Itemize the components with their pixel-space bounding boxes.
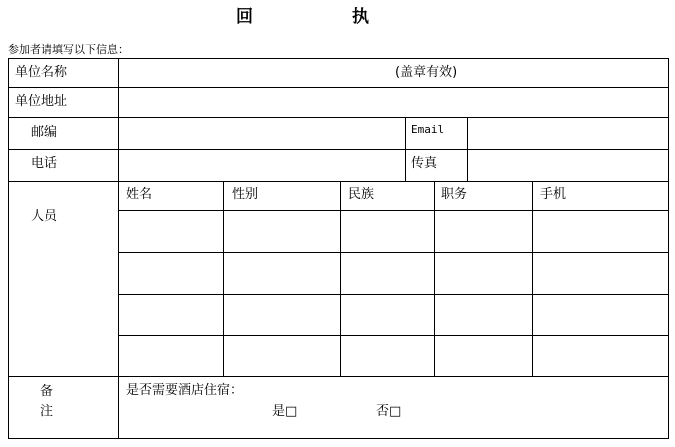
- instruction-text: 参加者请填写以下信息：: [8, 43, 129, 56]
- grid-line: [532, 181, 533, 376]
- grid-line: [118, 294, 669, 295]
- unit-name-field[interactable]: [119, 59, 668, 87]
- hotel-option-no[interactable]: 否□: [376, 404, 402, 419]
- grid-line: [8, 376, 669, 377]
- remarks-label-top: 备: [40, 384, 54, 399]
- grid-line: [340, 181, 341, 376]
- postcode-label: 邮编: [31, 125, 58, 140]
- column-header-gender: 性别: [232, 187, 259, 202]
- hotel-question: 是否需要酒店住宿：: [126, 383, 244, 398]
- seal-valid-note: (盖章有效): [395, 65, 458, 80]
- grid-line: [405, 117, 406, 181]
- grid-line: [434, 181, 435, 376]
- column-header-position: 职务: [441, 187, 468, 202]
- title-char-left: 回: [236, 7, 253, 27]
- grid-line: [8, 438, 669, 439]
- email-label: Email: [411, 123, 445, 136]
- personnel-label: 人员: [31, 209, 58, 224]
- fax-label: 传真: [411, 156, 438, 171]
- grid-line: [668, 58, 669, 439]
- fax-field[interactable]: [468, 150, 668, 181]
- title-char-right: 执: [352, 7, 369, 27]
- grid-line: [8, 58, 9, 439]
- phone-field[interactable]: [119, 150, 405, 181]
- hotel-option-yes[interactable]: 是□: [272, 404, 298, 419]
- unit-address-field[interactable]: [119, 88, 668, 117]
- unit-address-label: 单位地址: [15, 94, 68, 109]
- grid-line: [118, 252, 669, 253]
- phone-label: 电话: [31, 156, 58, 171]
- grid-line: [118, 335, 669, 336]
- grid-line: [223, 181, 224, 376]
- column-header-ethnicity: 民族: [348, 187, 375, 202]
- grid-line: [118, 210, 669, 211]
- unit-name-label: 单位名称: [15, 65, 68, 80]
- column-header-name: 姓名: [126, 187, 153, 202]
- grid-line: [8, 181, 669, 182]
- remarks-label-bottom: 注: [40, 404, 54, 419]
- email-field[interactable]: [468, 118, 668, 149]
- postcode-field[interactable]: [119, 118, 405, 149]
- column-header-mobile: 手机: [540, 187, 567, 202]
